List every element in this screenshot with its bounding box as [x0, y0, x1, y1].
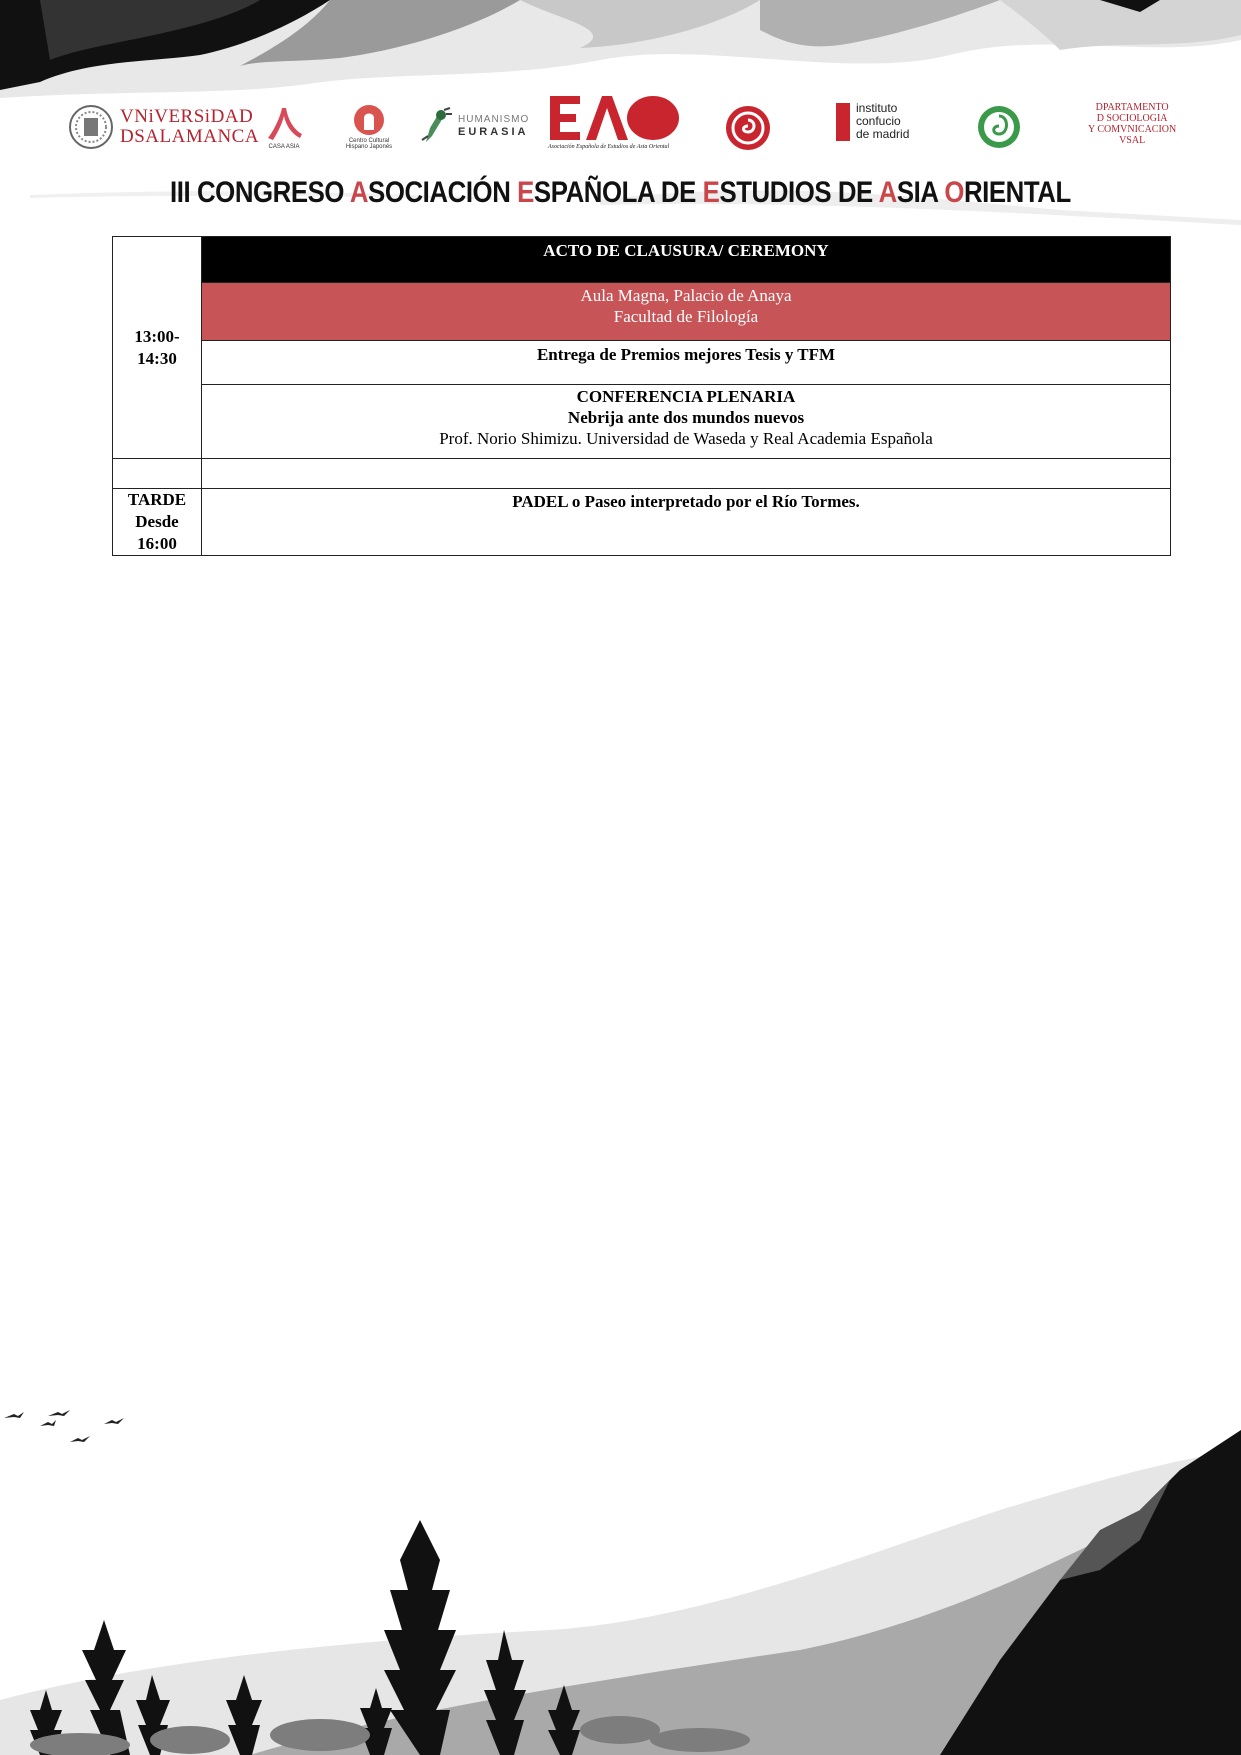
table-row [113, 283, 1171, 341]
usal-line2: DSALAMANCA [120, 126, 260, 147]
departamento-logo [1088, 102, 1176, 146]
casa-asia-icon [264, 104, 304, 144]
eao-letters-icon [548, 92, 682, 144]
title-segment: SOCIACIÓN [368, 176, 518, 209]
confucio-bar-icon [836, 103, 850, 141]
ceremony-title: ACTO DE CLAUSURA/ CEREMONY [202, 237, 1171, 283]
humanismo-text: HUMANISMO [458, 114, 530, 125]
red-spiral-icon [724, 104, 772, 152]
afternoon-time: 16:00 [137, 534, 177, 553]
title-segment: III CONGRESO [170, 176, 350, 209]
centro-cultural-icon [351, 102, 387, 138]
usal-logo [68, 104, 259, 150]
confucio-line3: de madrid [856, 127, 910, 141]
conference-heading: CONFERENCIA PLENARIA [576, 387, 796, 406]
usal-line1: VNiVERSiDAD [120, 106, 254, 127]
title-accent-letter: A [878, 176, 897, 209]
confucio-line1: instituto [856, 101, 898, 115]
dept-line4: VSAL [1119, 135, 1146, 146]
title-segment: SIA [896, 176, 945, 209]
eao-caption: Asociación Española de Estudios de Asia Oriental [548, 144, 670, 150]
humanismo-eurasia-logo [420, 106, 529, 146]
empty-cell [202, 459, 1171, 489]
eurasia-text: EURASIA [458, 126, 529, 138]
eao-logo [548, 92, 682, 150]
title-segment: RIENTAL [963, 176, 1071, 209]
title-accent-letter: A [349, 176, 369, 209]
dept-line2: D SOCIOLOGIA [1096, 113, 1168, 124]
red-spiral-logo [724, 104, 772, 152]
title-segment: STUDIOS DE [719, 176, 879, 209]
time-start: 13:00- [134, 326, 180, 346]
conference-speaker: Prof. Norio Shimizu. Universidad de Waseda y Real Academia Española [439, 429, 933, 448]
afternoon-time-cell [113, 489, 202, 556]
title-accent-letter: E [517, 176, 534, 209]
confucio-line2: confucio [856, 114, 901, 128]
afternoon-desde: Desde [135, 512, 179, 531]
title-accent-letter: E [702, 176, 720, 209]
congress-title [87, 176, 1154, 210]
usal-seal-icon [68, 104, 114, 150]
table-row [113, 385, 1171, 459]
dept-line1: DPARTAMENTO [1095, 102, 1169, 113]
venue-line2: Facultad de Filología [613, 307, 759, 326]
empty-cell [113, 459, 202, 489]
green-spiral-icon [976, 104, 1022, 150]
centro-cultural-logo [344, 102, 394, 150]
page-number: 7 [1022, 1676, 1035, 1701]
afternoon-label: TARDE [127, 490, 187, 509]
sponsor-logos [0, 92, 1241, 162]
venue-cell [202, 283, 1171, 341]
casa-asia-logo [264, 104, 304, 150]
schedule-table [112, 236, 1171, 556]
time-end: 14:30 [137, 348, 177, 368]
dept-line3: Y COMVNICACION [1088, 124, 1177, 135]
activity-cell: PADEL o Paseo interpretado por el Río Tormes. [202, 489, 1171, 556]
table-row [113, 341, 1171, 385]
conference-title: Nebrija ante dos mundos nuevos [567, 408, 805, 427]
footer-landscape-decoration [0, 1410, 1241, 1755]
centro-cultural-caption: Centro Cultural Hispano Japonés [345, 138, 393, 150]
table-row [113, 237, 1171, 283]
title-segment: SPAÑOLA DE [533, 176, 703, 209]
birds-icon [4, 1410, 124, 1442]
venue-line1: Aula Magna, Palacio de Anaya [580, 286, 792, 305]
title-accent-letter: O [944, 176, 964, 209]
awards-cell: Entrega de Premios mejores Tesis y TFM [202, 341, 1171, 385]
confucio-logo [836, 102, 909, 141]
green-spiral-logo [976, 104, 1022, 150]
casa-asia-caption: CASA ASIA [268, 144, 300, 150]
time-cell [113, 237, 202, 459]
beetle-icon [420, 106, 454, 146]
conference-cell [202, 385, 1171, 459]
table-row [113, 489, 1171, 556]
table-row [113, 459, 1171, 489]
